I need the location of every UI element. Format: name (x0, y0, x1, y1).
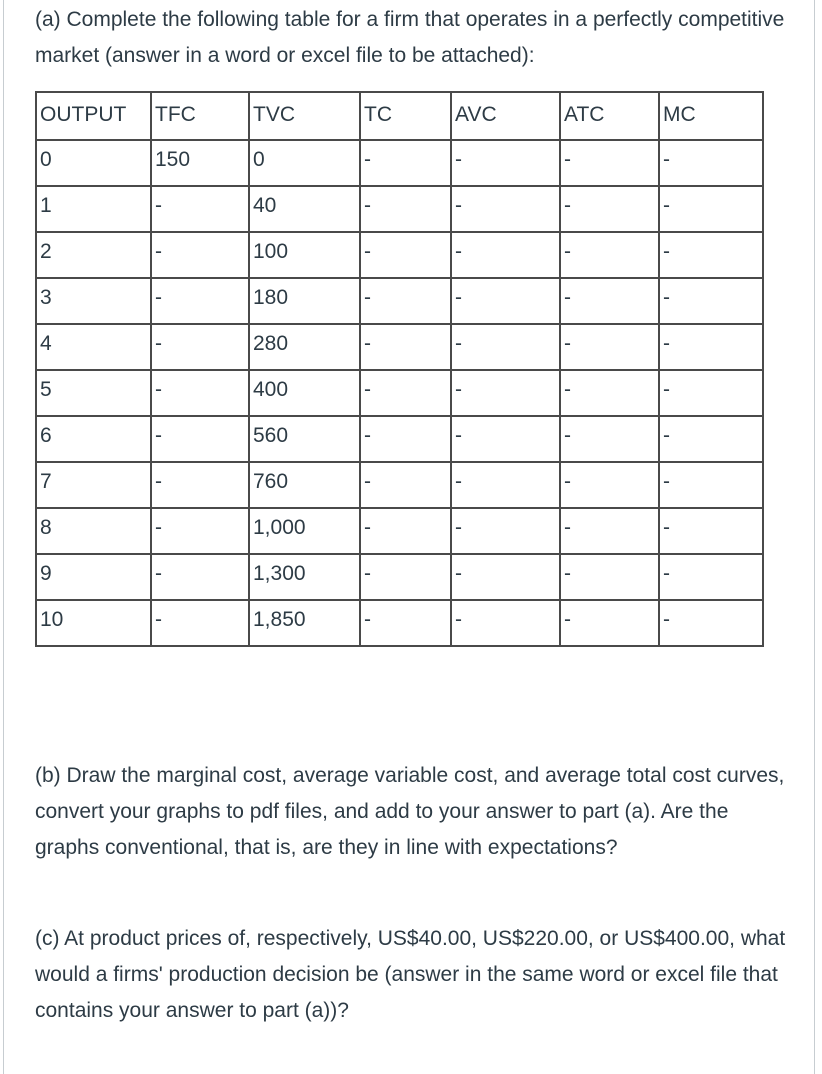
cell-avc: - (451, 186, 560, 232)
cell-atc: - (560, 508, 659, 554)
question-part-a: (a) Complete the following table for a firm that operates in a perfectly competitive market (answer in a word or excel file to be attached): (35, 8, 785, 67)
cell-tvc: 1,850 (249, 600, 360, 646)
cell-mc: - (659, 232, 763, 278)
cell-output: 5 (36, 370, 151, 416)
cell-output: 8 (36, 508, 151, 554)
cell-mc: - (659, 554, 763, 600)
cell-avc: - (451, 462, 560, 508)
header-tc: TC (360, 92, 451, 140)
table-row (36, 416, 763, 462)
cell-mc: - (659, 278, 763, 324)
table-header-row (36, 92, 763, 140)
table-row (36, 370, 763, 416)
cell-tc: - (360, 416, 451, 462)
cell-avc: - (451, 232, 560, 278)
cell-avc: - (451, 140, 560, 186)
cost-table (35, 91, 764, 647)
cell-tfc: - (151, 416, 249, 462)
cell-atc: - (560, 462, 659, 508)
table-row (36, 462, 763, 508)
cell-output: 3 (36, 278, 151, 324)
table-row (36, 186, 763, 232)
cell-avc: - (451, 278, 560, 324)
cell-mc: - (659, 462, 763, 508)
cell-mc: - (659, 186, 763, 232)
cell-tfc: - (151, 462, 249, 508)
cell-tc: - (360, 600, 451, 646)
cell-tc: - (360, 462, 451, 508)
header-mc: MC (659, 92, 763, 140)
cell-tc: - (360, 508, 451, 554)
cell-tc: - (360, 554, 451, 600)
cell-output: 2 (36, 232, 151, 278)
cell-atc: - (560, 554, 659, 600)
cell-mc: - (659, 324, 763, 370)
header-output: OUTPUT (36, 92, 151, 140)
cell-mc: - (659, 370, 763, 416)
cell-output: 9 (36, 554, 151, 600)
table-row (36, 324, 763, 370)
cell-tfc: - (151, 554, 249, 600)
cell-mc: - (659, 140, 763, 186)
cell-output: 10 (36, 600, 151, 646)
cell-tfc: - (151, 278, 249, 324)
header-atc: ATC (560, 92, 659, 140)
cell-tc: - (360, 186, 451, 232)
table-row (36, 600, 763, 646)
cell-tc: - (360, 140, 451, 186)
table-row (36, 232, 763, 278)
cell-output: 7 (36, 462, 151, 508)
cell-mc: - (659, 600, 763, 646)
table-row (36, 278, 763, 324)
question-part-c: (c) At product prices of, respectively, US$40.00, US$220.00, or US$400.00, what would a firms' production decision be (answer in the same word or excel file that contains your answer to part (a))? (35, 927, 786, 1022)
cell-tvc: 400 (249, 370, 360, 416)
cell-avc: - (451, 600, 560, 646)
cell-output: 0 (36, 140, 151, 186)
cell-tc: - (360, 278, 451, 324)
cell-avc: - (451, 508, 560, 554)
header-avc: AVC (451, 92, 560, 140)
cell-atc: - (560, 600, 659, 646)
cell-tc: - (360, 370, 451, 416)
cell-tvc: 1,000 (249, 508, 360, 554)
cell-atc: - (560, 232, 659, 278)
cell-tfc: - (151, 600, 249, 646)
question-part-b: (b) Draw the marginal cost, average variable cost, and average total cost curves, convert your graphs to pdf files, and add to your answer to part (a). Are the graphs conventional, that is, are they in line with expectations? (35, 764, 785, 859)
cell-atc: - (560, 370, 659, 416)
cell-atc: - (560, 416, 659, 462)
cell-tvc: 760 (249, 462, 360, 508)
cell-atc: - (560, 186, 659, 232)
cell-tfc: - (151, 508, 249, 554)
cell-tvc: 560 (249, 416, 360, 462)
cell-tvc: 0 (249, 140, 360, 186)
cell-atc: - (560, 278, 659, 324)
cell-tvc: 280 (249, 324, 360, 370)
cell-tc: - (360, 324, 451, 370)
table-row (36, 554, 763, 600)
cell-output: 6 (36, 416, 151, 462)
cell-mc: - (659, 508, 763, 554)
cell-output: 1 (36, 186, 151, 232)
table-row (36, 508, 763, 554)
cell-tfc: - (151, 324, 249, 370)
cell-atc: - (560, 140, 659, 186)
cell-tfc: - (151, 370, 249, 416)
table-row (36, 140, 763, 186)
cell-output: 4 (36, 324, 151, 370)
cell-tfc: - (151, 232, 249, 278)
cell-avc: - (451, 324, 560, 370)
header-tfc: TFC (151, 92, 249, 140)
cell-tvc: 40 (249, 186, 360, 232)
cell-tvc: 180 (249, 278, 360, 324)
cell-tfc: 150 (151, 140, 249, 186)
cell-tvc: 100 (249, 232, 360, 278)
cell-tvc: 1,300 (249, 554, 360, 600)
cell-avc: - (451, 416, 560, 462)
cell-tfc: - (151, 186, 249, 232)
cell-avc: - (451, 554, 560, 600)
header-tvc: TVC (249, 92, 360, 140)
cell-atc: - (560, 324, 659, 370)
cell-avc: - (451, 370, 560, 416)
cell-mc: - (659, 416, 763, 462)
cell-tc: - (360, 232, 451, 278)
